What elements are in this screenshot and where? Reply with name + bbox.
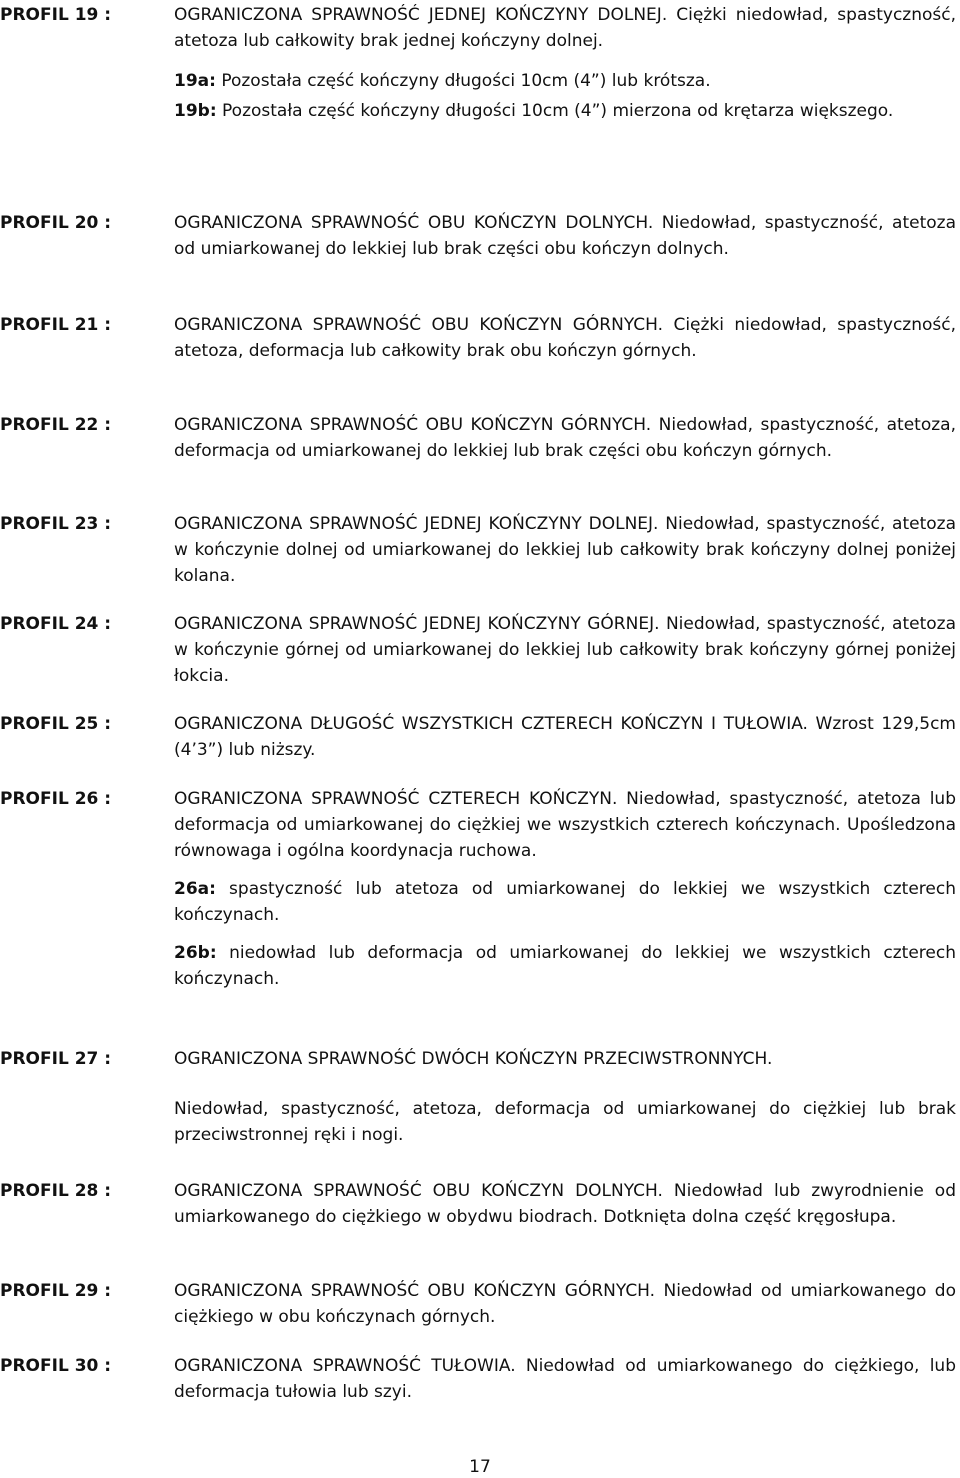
profile-description [174, 611, 956, 689]
subtype-text: niedowład lub deformacja od umiarkowanej do lekkiej we wszystkich czterech kończynach. [174, 943, 956, 989]
profile-label: PROFIL 25 : [0, 714, 112, 734]
subtype-code: 26a: [174, 879, 216, 899]
profile-main-text: OGRANICZONA SPRAWNOŚĆ DWÓCH KOŃCZYN PRZECIWSTRONNYCH. [174, 1049, 773, 1069]
profile-main-text: OGRANICZONA SPRAWNOŚĆ JEDNEJ KOŃCZYNY DOLNEJ. Niedowład, spastyczność, atetoza w kończynie dolnej od umiarkowanej do lekkiej lub całkowity brak kończyny dolnej poniżej kolana. [174, 514, 956, 586]
profile-main-text: OGRANICZONA DŁUGOŚĆ WSZYSTKICH CZTERECH KOŃCZYN I TUŁOWIA. Wzrost 129,5cm (4’3”) lub niższy. [174, 714, 956, 760]
profile-label: PROFIL 30 : [0, 1356, 112, 1376]
subtype-code: 26b: [174, 943, 217, 963]
profile-description [174, 1278, 956, 1330]
profile-subtype [174, 98, 956, 124]
profile-description [174, 1353, 956, 1405]
subtype-code: 19a: [174, 71, 216, 91]
profile-label: PROFIL 23 : [0, 514, 112, 534]
profile-label: PROFIL 21 : [0, 315, 112, 335]
profile-label: PROFIL 19 : [0, 5, 112, 25]
profile-label: PROFIL 28 : [0, 1181, 112, 1201]
profile-subtype [174, 68, 956, 94]
subtype-text: spastyczność lub atetoza od umiarkowanej do lekkiej we wszystkich czterech kończynach. [174, 879, 956, 925]
profile-main-text: OGRANICZONA SPRAWNOŚĆ OBU KOŃCZYN GÓRNYCH. Ciężki niedowład, spastyczność, atetoza, deformacja lub całkowity brak obu kończyn górnych. [174, 315, 956, 361]
profile-description [174, 786, 956, 992]
profile-main-text: OGRANICZONA SPRAWNOŚĆ CZTERECH KOŃCZYN. Niedowład, spastyczność, atetoza lub deformacja od umiarkowanej do ciężkiej we wszystkich czterech kończynach. Upośledzona równowaga i ogólna koordynacja ruchowa. [174, 789, 956, 861]
profile-label: PROFIL 22 : [0, 415, 112, 435]
profile-main-text: OGRANICZONA SPRAWNOŚĆ JEDNEJ KOŃCZYNY GÓRNEJ. Niedowład, spastyczność, atetoza w kończynie górnej od umiarkowanej do lekkiej lub całkowity brak kończyny górnej poniżej łokcia. [174, 614, 956, 686]
profile-main-text: OGRANICZONA SPRAWNOŚĆ TUŁOWIA. Niedowład od umiarkowanego do ciężkiego, lub deformacja tułowia lub szyi. [174, 1356, 956, 1402]
profile-label: PROFIL 20 : [0, 213, 112, 233]
profile-label: PROFIL 27 : [0, 1049, 112, 1069]
subtype-text: Pozostała część kończyny długości 10cm (4”) lub krótsza. [215, 71, 711, 91]
profile-main-text: OGRANICZONA SPRAWNOŚĆ OBU KOŃCZYN GÓRNYCH. Niedowład, spastyczność, atetoza, deformacja od umiarkowanej do lekkiej lub brak części obu kończyn górnych. [174, 415, 956, 461]
profile-description [174, 1178, 956, 1230]
profile-extra-text: Niedowład, spastyczność, atetoza, deformacja od umiarkowanej do ciężkiej lub brak przeciwstronnej ręki i nogi. [174, 1099, 956, 1145]
profile-subtype [174, 940, 956, 992]
profile-main-text: OGRANICZONA SPRAWNOŚĆ OBU KOŃCZYN DOLNYCH. Niedowład, spastyczność, atetoza od umiarkowanej do lekkiej lub brak części obu kończyn dolnych. [174, 213, 956, 259]
profile-subtype [174, 876, 956, 928]
profile-description [174, 312, 956, 364]
profile-description [174, 2, 956, 124]
profile-main-text: OGRANICZONA SPRAWNOŚĆ OBU KOŃCZYN GÓRNYCH. Niedowład od umiarkowanego do ciężkiego w obu kończynach górnych. [174, 1281, 956, 1327]
profile-description [174, 1046, 956, 1148]
profile-label: PROFIL 29 : [0, 1281, 112, 1301]
profile-label: PROFIL 26 : [0, 789, 112, 809]
subtype-text: Pozostała część kończyny długości 10cm (4”) mierzona od krętarza większego. [216, 101, 894, 121]
profile-main-text: OGRANICZONA SPRAWNOŚĆ OBU KOŃCZYN DOLNYCH. Niedowład lub zwyrodnienie od umiarkowanego do ciężkiego w obydwu biodrach. Dotknięta dolna część kręgosłupa. [174, 1181, 956, 1227]
profile-description [174, 511, 956, 589]
profile-description [174, 711, 956, 763]
profile-description [174, 412, 956, 464]
page-number: 17 [469, 1457, 491, 1477]
profile-label: PROFIL 24 : [0, 614, 112, 634]
profile-description [174, 210, 956, 262]
profile-main-text: OGRANICZONA SPRAWNOŚĆ JEDNEJ KOŃCZYNY DOLNEJ. Ciężki niedowład, spastyczność, atetoza lub całkowity brak jednej kończyny dolnej. [174, 5, 956, 51]
subtype-code: 19b: [174, 101, 217, 121]
